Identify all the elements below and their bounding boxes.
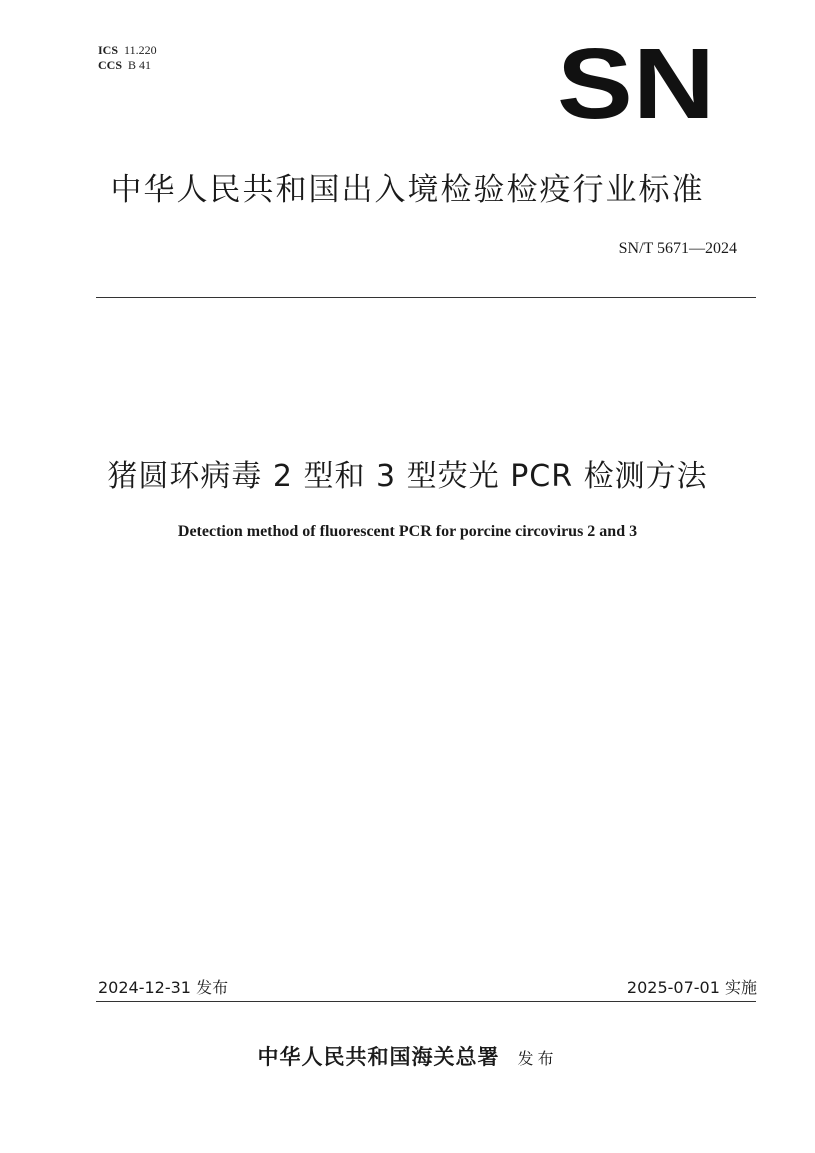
issue-date: 2024-12-31 发布 — [98, 978, 229, 997]
issuer-action: 发布 — [517, 1049, 558, 1068]
document-title-english: Detection method of fluorescent PCR for porcine circovirus 2 and 3 — [177, 523, 638, 540]
ics-row — [98, 43, 157, 58]
document-title-chinese: 猪圆环病毒 2 型和 3 型荧光 PCR 检测方法 — [107, 459, 708, 494]
ccs-value: B 41 — [128, 58, 152, 72]
bottom-divider — [96, 1001, 756, 1002]
issuer-organization: 中华人民共和国海关总署 — [257, 1044, 500, 1069]
ics-value: 11.220 — [124, 43, 157, 57]
ccs-row — [98, 58, 157, 73]
sn-logo-text: SN — [557, 42, 715, 122]
classification-codes — [98, 43, 157, 73]
sn-logo — [556, 42, 716, 122]
ccs-label: CCS — [98, 58, 123, 72]
implementation-date: 2025-07-01 实施 — [626, 978, 757, 997]
top-divider — [96, 297, 756, 298]
ics-label: ICS — [98, 43, 119, 57]
org-title: 中华人民共和国出入境检验检疫行业标准 — [110, 172, 705, 208]
standard-number: SN/T 5671—2024 — [618, 240, 737, 257]
issuer-line — [0, 1041, 815, 1071]
